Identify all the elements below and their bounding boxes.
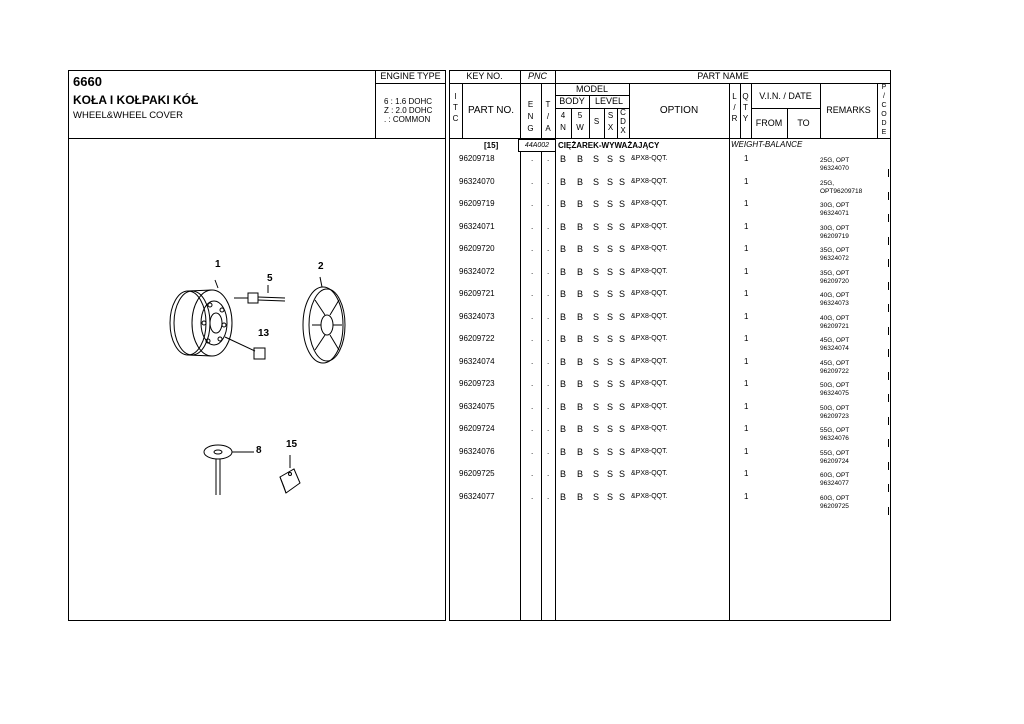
qty-letter: Q: [742, 92, 749, 101]
pcode-letter: C: [881, 102, 887, 109]
level-s: S: [593, 199, 600, 209]
remarks-text: 96324073: [820, 300, 849, 307]
level-sx: S: [607, 176, 614, 187]
body-4n: B: [560, 176, 567, 187]
level-label: LEVEL: [594, 96, 624, 106]
itc-letter: I: [454, 92, 457, 101]
body-5w: B: [577, 401, 584, 412]
ta-code: .: [547, 446, 550, 456]
change-bar: [888, 372, 889, 380]
quantity: 1: [744, 311, 749, 321]
body-5w: B: [577, 289, 584, 299]
key-number: [15]: [484, 141, 499, 150]
option-code: &PX8-QQT.: [631, 447, 668, 455]
change-bar: [888, 507, 889, 515]
level-sx: S: [607, 424, 614, 434]
quantity: 1: [744, 176, 749, 186]
change-bar: [888, 304, 889, 312]
level-cdx: S: [619, 379, 626, 389]
option-code: &PX8-QQT.: [631, 267, 668, 275]
change-bar: [888, 214, 889, 222]
pcode-letter: /: [883, 93, 885, 100]
part-number: 96324077: [459, 491, 495, 501]
level-sx: S: [607, 221, 614, 232]
ta-letter: A: [545, 124, 551, 133]
part-number: 96209718: [459, 154, 495, 163]
engine-code: Z : 2.0 DOHC: [384, 106, 433, 115]
body-5w: B: [577, 154, 584, 164]
remarks-text: 30G, OPT: [820, 224, 850, 232]
body-4n: B: [560, 401, 567, 412]
body-4n: B: [560, 311, 567, 322]
body-5w: B: [577, 424, 584, 434]
level-col: X: [607, 123, 614, 132]
remarks-text: 40G, OPT: [820, 314, 850, 322]
level-sx: S: [607, 266, 614, 277]
body-label: BODY: [559, 96, 585, 106]
divider: [68, 138, 446, 139]
ta-code: .: [547, 334, 550, 343]
body-4n: B: [560, 446, 567, 457]
quantity: 1: [744, 424, 749, 433]
remarks-text: 25G, OPT: [820, 157, 850, 164]
table-row: [449, 493, 891, 515]
pnc-label: PNC: [527, 71, 547, 81]
body-5w: B: [577, 199, 584, 209]
level-col: S: [593, 117, 600, 126]
part-number: 96209722: [459, 334, 495, 343]
change-bar: [888, 484, 889, 492]
level-col: S: [607, 111, 614, 120]
lr-letter: /: [733, 103, 736, 112]
ta-code: .: [547, 199, 550, 208]
ta-letter: /: [546, 112, 550, 121]
part-number: 96324070: [459, 176, 495, 186]
body-4n: B: [560, 379, 567, 389]
remarks-text: 96324077: [820, 480, 849, 487]
body-4n: B: [560, 221, 567, 232]
level-sx: S: [607, 199, 614, 209]
group-number: 6660: [73, 74, 102, 89]
quantity: 1: [744, 446, 749, 456]
level-cdx: S: [619, 266, 626, 277]
quantity: 1: [744, 469, 749, 478]
quantity: 1: [744, 266, 749, 276]
table-row: [449, 268, 891, 290]
pcode-letter: D: [881, 120, 887, 127]
change-bar: [888, 417, 889, 425]
remarks-text: 45G, OPT: [820, 337, 850, 344]
change-bar: [888, 237, 889, 245]
table-row: [449, 200, 891, 222]
remarks-text: 96209725: [820, 502, 849, 510]
ta-code: .: [547, 469, 550, 478]
quantity: 1: [744, 244, 749, 253]
quantity: 1: [744, 199, 749, 208]
vin-date-label: V.I.N. / DATE: [759, 91, 812, 101]
level-cdx: S: [619, 491, 626, 502]
remarks-text: 96324075: [820, 390, 849, 397]
eng-code: .: [531, 446, 534, 456]
change-bar: [888, 462, 889, 470]
qty-letter: T: [743, 103, 748, 112]
callout-8: 8: [256, 445, 262, 456]
eng-code: .: [531, 244, 534, 253]
table-row: [449, 178, 891, 200]
level-sx: S: [607, 469, 614, 479]
table-row: [449, 358, 891, 380]
option-code: &PX8-QQT.: [631, 335, 668, 342]
eng-letter: N: [527, 112, 534, 121]
quantity: 1: [744, 356, 749, 366]
remarks-text: 96209720: [820, 277, 849, 285]
option-code: &PX8-QQT.: [631, 357, 668, 365]
remarks-text: 96209721: [820, 322, 849, 330]
to-label: TO: [797, 118, 810, 128]
nut-drawing: [225, 337, 265, 359]
ta-code: .: [547, 289, 550, 298]
change-bar: [888, 259, 889, 267]
level-cdx: S: [619, 154, 626, 164]
level-cdx: S: [619, 221, 626, 232]
level-s: S: [593, 424, 600, 434]
ta-code: .: [547, 266, 550, 276]
eng-code: .: [531, 154, 534, 163]
option-code: &PX8-QQT.: [631, 200, 668, 207]
remarks-label: REMARKS: [826, 105, 871, 115]
part-number: 96209725: [459, 469, 495, 478]
ta-code: .: [547, 356, 550, 366]
part-number: 96209720: [459, 244, 495, 253]
remarks-text: 55G, OPT: [820, 427, 850, 434]
remarks-text: 55G, OPT: [820, 449, 850, 457]
ta-code: .: [547, 311, 550, 321]
engine-code: 6 : 1.6 DOHC: [384, 97, 433, 106]
option-code: &PX8-QQT.: [631, 470, 668, 477]
level-sx: S: [607, 154, 614, 164]
level-cdx: S: [619, 176, 626, 187]
ta-code: .: [547, 379, 550, 388]
quantity: 1: [744, 289, 749, 298]
table-row: [449, 290, 891, 312]
level-s: S: [593, 401, 600, 412]
eng-code: .: [531, 221, 534, 231]
level-cdx: S: [619, 424, 626, 434]
body-4n: B: [560, 266, 567, 277]
remarks-text: 50G, OPT: [820, 404, 850, 412]
eng-code: .: [531, 176, 534, 186]
eng-code: .: [531, 289, 534, 298]
remarks-text: 96324076: [820, 435, 849, 442]
model-label: MODEL: [575, 84, 608, 94]
part-number: 96209724: [459, 424, 495, 433]
option-code: &PX8-QQT.: [631, 290, 668, 297]
option-code: &PX8-QQT.: [631, 425, 668, 432]
eng-code: .: [531, 469, 534, 478]
valve-drawing: [234, 285, 285, 303]
remarks-text: 35G, OPT: [820, 269, 850, 277]
body-4n: B: [560, 356, 567, 367]
weight-drawing: [204, 445, 254, 495]
pcode-letter: E: [881, 129, 887, 136]
level-s: S: [593, 469, 600, 479]
engine-code: . : COMMON: [384, 115, 431, 124]
body-5w: B: [577, 491, 584, 502]
remarks-text: 35G, OPT: [820, 247, 850, 254]
part-number: 96324071: [459, 221, 495, 231]
eng-code: .: [531, 266, 534, 276]
option-code: &PX8-QQT.: [631, 245, 668, 252]
wheel-drawing: [170, 280, 232, 356]
quantity: 1: [744, 221, 749, 231]
level-col: C: [620, 108, 626, 117]
body-5w: B: [577, 356, 584, 367]
level-cdx: S: [619, 289, 626, 299]
ta-code: .: [547, 221, 550, 231]
wheel-cover-drawing: [303, 277, 345, 363]
level-cdx: S: [619, 334, 626, 344]
eng-code: .: [531, 356, 534, 366]
table-row: [449, 223, 891, 245]
remarks-text: 45G, OPT: [820, 359, 850, 367]
level-sx: S: [607, 379, 614, 389]
level-col: D: [620, 117, 626, 126]
level-s: S: [593, 289, 600, 299]
engine-type-label: ENGINE TYPE: [380, 71, 441, 81]
eng-letter: G: [527, 124, 534, 133]
change-bar: [888, 282, 889, 290]
eng-code: .: [531, 491, 534, 501]
level-cdx: S: [619, 356, 626, 367]
quantity: 1: [744, 334, 749, 343]
key-no-label: KEY NO.: [466, 71, 503, 81]
remarks-text: 40G, OPT: [820, 292, 850, 299]
lr-letter: R: [731, 114, 738, 123]
body-4n: B: [560, 469, 567, 479]
level-sx: S: [607, 446, 614, 457]
quantity: 1: [744, 154, 749, 163]
callout-13: 13: [258, 328, 270, 339]
level-s: S: [593, 176, 600, 187]
body-5w: B: [577, 379, 584, 389]
level-col: X: [620, 126, 626, 135]
qty-letter: Y: [742, 114, 749, 123]
level-cdx: S: [619, 311, 626, 322]
body-4n: B: [560, 289, 567, 299]
callout-5: 5: [267, 273, 273, 284]
body-col: W: [576, 123, 584, 132]
level-s: S: [593, 334, 600, 344]
remarks-text: 96324074: [820, 345, 849, 352]
remarks-text: 96209722: [820, 367, 849, 375]
eng-letter: E: [527, 100, 534, 109]
table-row: [449, 403, 891, 425]
level-cdx: S: [619, 469, 626, 479]
body-col: 4: [560, 111, 566, 120]
quantity: 1: [744, 379, 749, 388]
change-bar: [888, 327, 889, 335]
parts-illustration: [150, 255, 370, 515]
level-sx: S: [607, 491, 614, 502]
body-5w: B: [577, 221, 584, 232]
option-code: &PX8-QQT.: [631, 492, 668, 500]
option-code: &PX8-QQT.: [631, 312, 668, 320]
body-4n: B: [560, 199, 567, 209]
level-s: S: [593, 244, 600, 254]
remarks-text: 96209719: [820, 232, 849, 240]
level-s: S: [593, 379, 600, 389]
itc-letter: C: [452, 114, 459, 123]
part-name-pl: CIĘŻAREK-WYWAŻAJĄCY: [558, 141, 660, 150]
level-cdx: S: [619, 244, 626, 254]
level-s: S: [593, 154, 600, 164]
ta-code: .: [547, 244, 550, 253]
callout-2: 2: [318, 261, 324, 272]
divider: [375, 83, 446, 84]
body-5w: B: [577, 311, 584, 322]
part-number: 96324076: [459, 446, 495, 456]
part-number: 96324073: [459, 311, 495, 321]
level-sx: S: [607, 289, 614, 299]
body-5w: B: [577, 244, 584, 254]
remarks-text: OPT96209718: [820, 187, 863, 195]
remarks-text: 60G, OPT: [820, 472, 850, 479]
balance-weight-drawing: [280, 455, 300, 493]
level-s: S: [593, 311, 600, 322]
callout-1: 1: [215, 259, 221, 270]
ta-letter: T: [545, 100, 551, 109]
eng-code: .: [531, 199, 534, 208]
body-4n: B: [560, 244, 567, 254]
body-4n: B: [560, 154, 567, 164]
level-cdx: S: [619, 446, 626, 457]
page-title-en: WHEEL&WHEEL COVER: [73, 110, 183, 121]
body-5w: B: [577, 334, 584, 344]
pcode-letter: P: [881, 84, 887, 91]
level-sx: S: [607, 401, 614, 412]
change-bar: [888, 349, 889, 357]
body-5w: B: [577, 266, 584, 277]
table-row: [449, 335, 891, 357]
quantity: 1: [744, 491, 749, 501]
ta-code: .: [547, 401, 550, 411]
ta-code: .: [547, 154, 550, 163]
table-row: [449, 448, 891, 470]
option-code: &PX8-QQT.: [631, 155, 668, 162]
body-col: 5: [577, 111, 583, 120]
part-number: 96324072: [459, 266, 495, 276]
table-row: [449, 155, 891, 177]
level-cdx: S: [619, 199, 626, 209]
part-name-en: WEIGHT-BALANCE: [731, 140, 803, 149]
remarks-text: 96324072: [820, 255, 849, 262]
option-code: &PX8-QQT.: [631, 222, 668, 230]
option-code: &PX8-QQT.: [631, 177, 668, 185]
eng-code: .: [531, 424, 534, 433]
eng-code: .: [531, 379, 534, 388]
level-s: S: [593, 446, 600, 457]
level-sx: S: [607, 334, 614, 344]
ta-code: .: [547, 424, 550, 433]
remarks-text: 96324070: [820, 165, 849, 172]
change-bar: [888, 439, 889, 447]
itc-letter: T: [453, 103, 458, 112]
eng-code: .: [531, 311, 534, 321]
lr-letter: L: [732, 92, 737, 101]
remarks-text: 30G, OPT: [820, 202, 850, 209]
change-bar: [888, 192, 889, 200]
level-s: S: [593, 266, 600, 277]
option-label: OPTION: [659, 105, 699, 116]
part-number: 96324074: [459, 356, 495, 366]
table-row: [449, 313, 891, 335]
table-row: [449, 470, 891, 492]
part-number: 96209723: [459, 379, 495, 388]
quantity: 1: [744, 401, 749, 411]
level-s: S: [593, 356, 600, 367]
remarks-text: 25G,: [820, 179, 835, 187]
body-4n: B: [560, 424, 567, 434]
level-s: S: [593, 491, 600, 502]
from-label: FROM: [755, 118, 783, 128]
callout-15: 15: [286, 439, 298, 450]
level-sx: S: [607, 311, 614, 322]
level-sx: S: [607, 244, 614, 254]
remarks-text: 96209723: [820, 412, 849, 420]
remarks-text: 60G, OPT: [820, 494, 850, 502]
change-bar: [888, 394, 889, 402]
body-5w: B: [577, 469, 584, 479]
level-cdx: S: [619, 401, 626, 412]
part-no-label: PART NO.: [467, 105, 515, 116]
option-code: &PX8-QQT.: [631, 380, 668, 387]
eng-code: .: [531, 401, 534, 411]
ta-code: .: [547, 176, 550, 186]
level-s: S: [593, 221, 600, 232]
body-col: N: [560, 123, 566, 132]
table-row: [449, 380, 891, 402]
option-code: &PX8-QQT.: [631, 402, 668, 410]
remarks-text: 50G, OPT: [820, 382, 850, 389]
body-4n: B: [560, 334, 567, 344]
level-sx: S: [607, 356, 614, 367]
body-5w: B: [577, 446, 584, 457]
part-number: 96209719: [459, 199, 495, 208]
page-title-pl: KOŁA I KOŁPAKI KÓŁ: [73, 93, 199, 107]
part-name-label: PART NAME: [697, 71, 749, 81]
part-number: 96209721: [459, 289, 495, 298]
table-row: [449, 245, 891, 267]
body-4n: B: [560, 491, 567, 502]
table-row: [449, 425, 891, 447]
ta-code: .: [547, 491, 550, 501]
remarks-text: 96324071: [820, 210, 849, 217]
pcode-letter: O: [881, 111, 887, 118]
change-bar: [888, 169, 889, 177]
remarks-text: 96209724: [820, 457, 849, 465]
pnc-code: 44A002: [524, 142, 550, 149]
eng-code: .: [531, 334, 534, 343]
body-5w: B: [577, 176, 584, 187]
part-number: 96324075: [459, 401, 495, 411]
